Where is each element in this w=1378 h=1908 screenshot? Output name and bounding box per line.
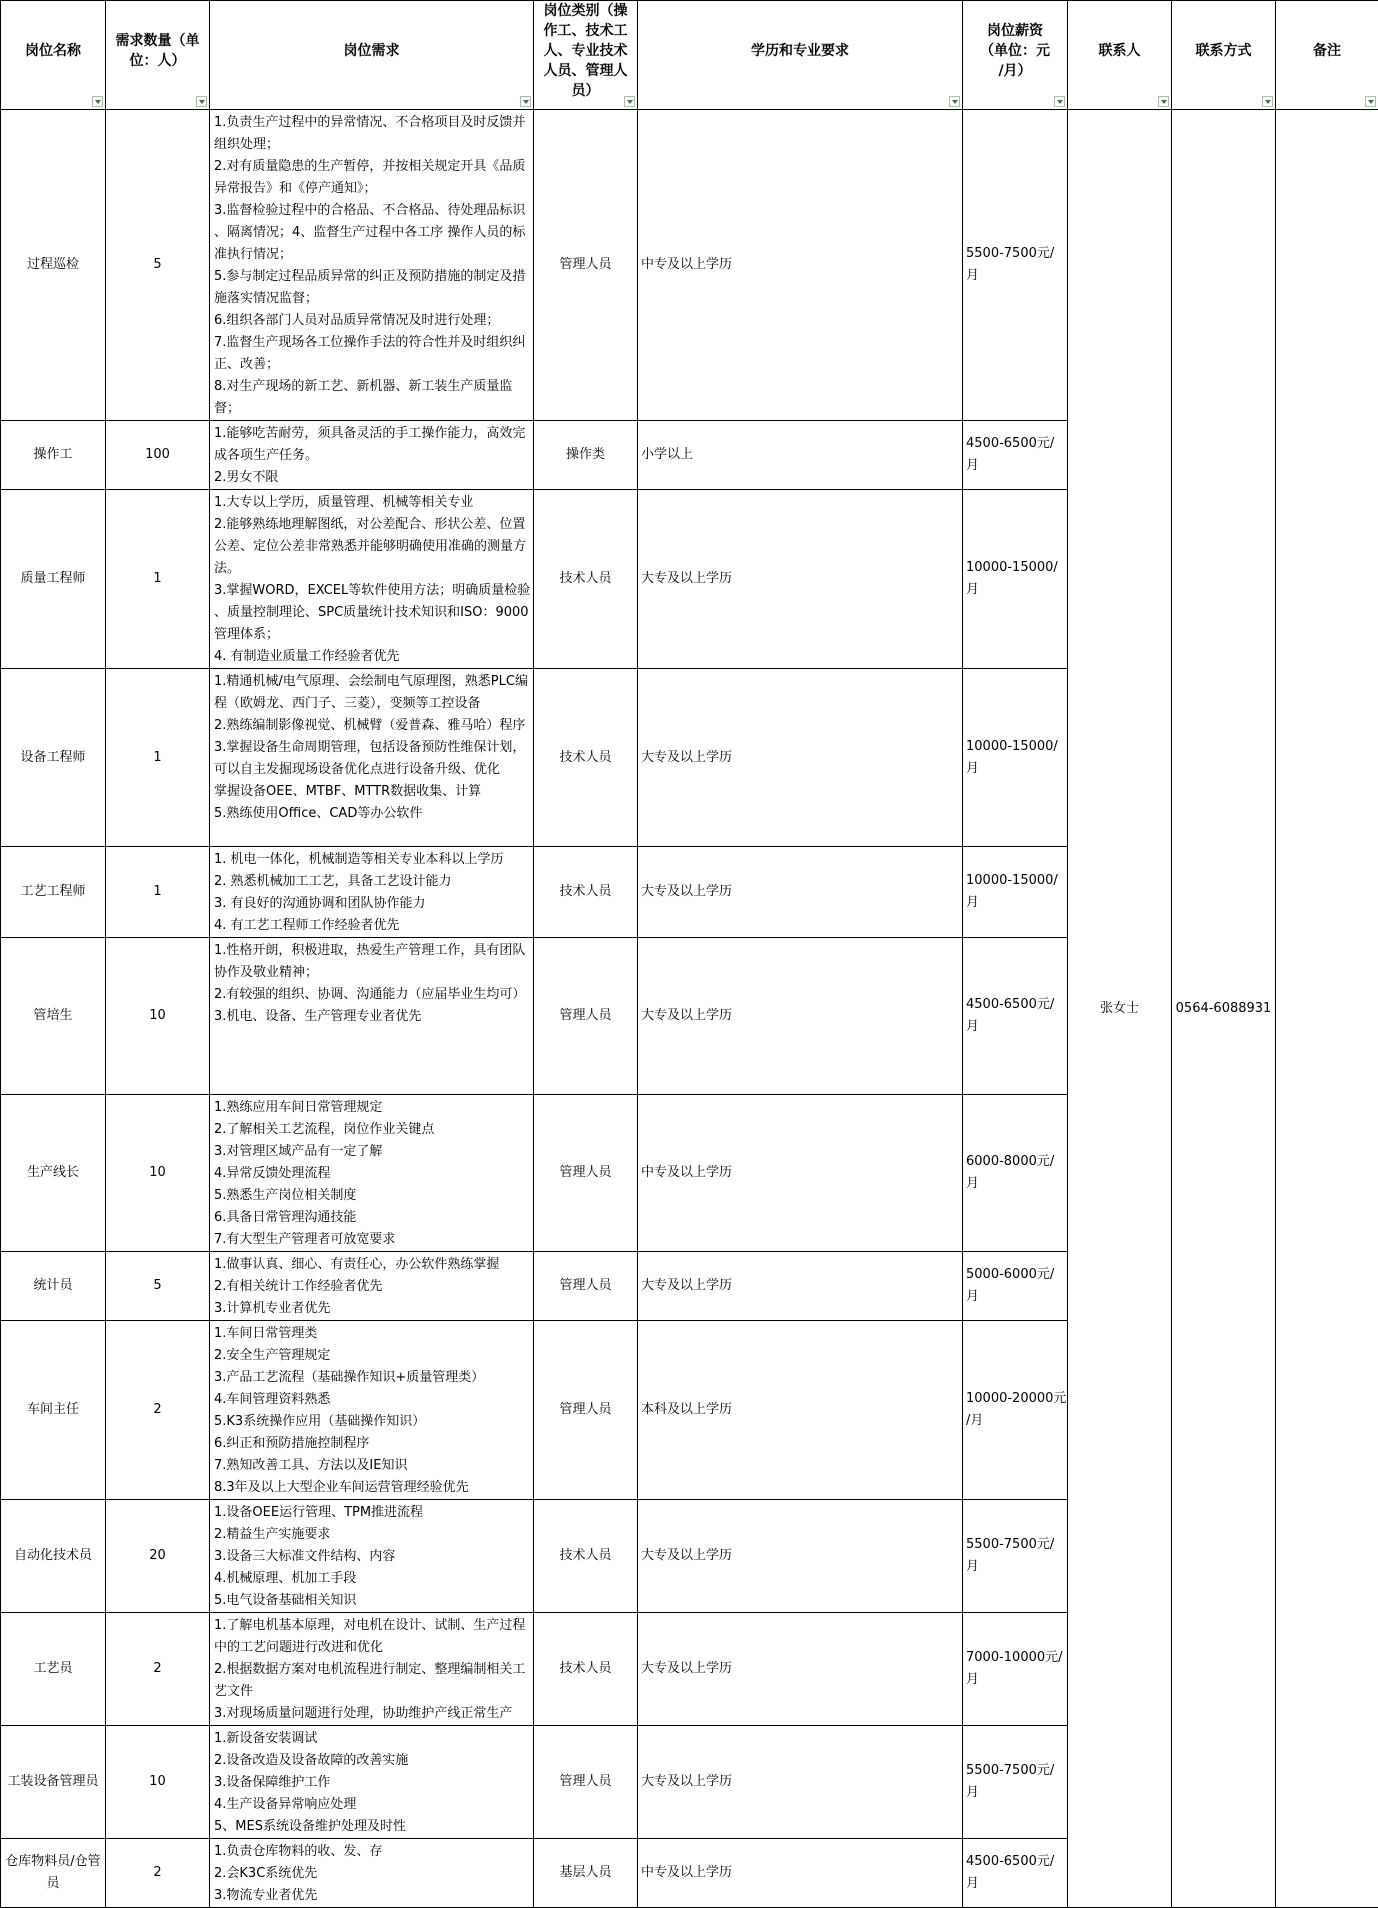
header-education: 学历和专业要求: [638, 1, 963, 110]
requirement-line: 4. 有制造业质量工作经验者优先: [214, 646, 529, 668]
requirement-line: 1.了解电机基本原理，对电机在设计、试制、生产过程: [214, 1615, 529, 1637]
requirements-cell: [210, 1726, 534, 1839]
requirement-line: 2.根据数据方案对电机流程进行制定、整理编制相关工: [214, 1659, 529, 1681]
requirement-line: 2. 熟悉机械加工工艺，具备工艺设计能力: [214, 871, 529, 893]
headcount: 2: [153, 1661, 161, 1676]
job-type: 管理人员: [559, 1774, 611, 1789]
requirement-line: 8.3年及以上大型企业车间运营管理经验优先: [214, 1477, 529, 1499]
job-type: 操作类: [566, 447, 605, 462]
salary-cell: [963, 1839, 1068, 1908]
headcount-cell: [106, 1321, 210, 1500]
job-name: 工艺员: [33, 1661, 72, 1676]
filter-dropdown-icon[interactable]: [624, 96, 635, 107]
header-salary: [963, 1, 1068, 110]
requirement-line: 4.异常反馈处理流程: [214, 1163, 529, 1185]
filter-dropdown-icon[interactable]: [1158, 96, 1169, 107]
requirement-line: 2.安全生产管理规定: [214, 1345, 529, 1367]
requirements-cell: [210, 1500, 534, 1613]
education: 小学以上: [641, 447, 693, 462]
job-name: 设备工程师: [20, 750, 85, 765]
requirement-line: 协作及敬业精神；: [214, 962, 529, 984]
requirement-line: 1.性格开朗，积极进取，热爱生产管理工作，具有团队: [214, 940, 529, 962]
education: 大专及以上学历: [641, 1661, 732, 1676]
job-type-cell: [534, 669, 638, 847]
salary-line: 7000-10000元/: [966, 1647, 1067, 1669]
headcount: 1: [153, 884, 161, 899]
salary-line: 5000-6000元/: [966, 1264, 1067, 1286]
education: 大专及以上学历: [641, 1774, 732, 1789]
header-line: 人员、管理人: [544, 63, 628, 79]
job-name-cell: [1, 938, 106, 1095]
salary-line: 4500-6500元/: [966, 433, 1067, 455]
filter-dropdown-icon[interactable]: [92, 96, 103, 107]
filter-dropdown-icon[interactable]: [1262, 96, 1273, 107]
requirement-line: 3.机电、设备、生产管理专业者优先: [214, 1006, 529, 1028]
salary-cell: [963, 490, 1068, 669]
job-name: 工装设备管理员: [7, 1774, 98, 1789]
requirement-line: 1.能够吃苦耐劳，须具备灵活的手工操作能力，高效完: [214, 423, 529, 445]
requirement-line: 2.精益生产实施要求: [214, 1524, 529, 1546]
education-cell: [638, 1252, 963, 1321]
header-note: 备注: [1276, 1, 1378, 110]
job-type-cell: [534, 1726, 638, 1839]
job-name-cell: [1, 421, 106, 490]
requirement-line: 2.设备改造及设备故障的改善实施: [214, 1750, 529, 1772]
contact-phone: 0564-6088931: [1176, 1001, 1272, 1016]
requirement-line: 3.计算机专业者优先: [214, 1298, 529, 1320]
requirement-line: 2.能够熟练地理解图纸，对公差配合、形状公差、位置: [214, 514, 529, 536]
requirement-line: 法。: [214, 558, 529, 580]
education-cell: [638, 938, 963, 1095]
job-type-cell: [534, 847, 638, 938]
job-type: 管理人员: [559, 1165, 611, 1180]
requirement-line: 2.熟练编制影像视觉、机械臂（爱普森、雅马哈）程序: [214, 715, 529, 737]
requirements-cell: [210, 1095, 534, 1252]
requirements-cell: [210, 938, 534, 1095]
education-cell: [638, 490, 963, 669]
job-type: 管理人员: [559, 1278, 611, 1293]
job-type-cell: [534, 110, 638, 421]
job-type: 技术人员: [559, 884, 611, 899]
salary-line: 6000-8000元/: [966, 1151, 1067, 1173]
salary-line: 10000-15000/: [966, 557, 1067, 579]
table-row: [1, 110, 1378, 421]
education: 大专及以上学历: [641, 750, 732, 765]
requirement-line: 3.设备保障维护工作: [214, 1772, 529, 1794]
education-cell: [638, 1839, 963, 1908]
headcount: 10: [149, 1774, 166, 1789]
job-type-cell: [534, 1252, 638, 1321]
requirement-line: 3.对管理区域产品有一定了解: [214, 1141, 529, 1163]
requirement-line: 公差、定位公差非常熟悉并能够明确使用准确的测量方: [214, 536, 529, 558]
requirement-line: 4.车间管理资料熟悉: [214, 1389, 529, 1411]
salary-line: 月: [966, 455, 1067, 477]
requirements-cell: [210, 110, 534, 421]
job-name-cell: [1, 1321, 106, 1500]
job-name-cell: [1, 1726, 106, 1839]
headcount-cell: [106, 1095, 210, 1252]
headcount: 5: [153, 1278, 161, 1293]
requirement-line: 成各项生产任务。: [214, 445, 529, 467]
requirement-line: 7.有大型生产管理者可放宽要求: [214, 1229, 529, 1251]
filter-dropdown-icon[interactable]: [1365, 96, 1376, 107]
requirement-line: 6.具备日常管理沟通技能: [214, 1207, 529, 1229]
header-requirements: 岗位需求: [210, 1, 534, 110]
requirement-line: 5.K3系统操作应用（基础操作知识）: [214, 1411, 529, 1433]
education-cell: [638, 847, 963, 938]
education: 大专及以上学历: [641, 1278, 732, 1293]
job-type: 管理人员: [559, 1402, 611, 1417]
headcount: 1: [153, 750, 161, 765]
salary-cell: [963, 1095, 1068, 1252]
header-line: 人、专业技术: [544, 43, 628, 59]
header-contact: 联系人: [1068, 1, 1172, 110]
requirement-line: 艺文件: [214, 1681, 529, 1703]
header-name: 岗位名称: [1, 1, 106, 110]
education: 大专及以上学历: [641, 1008, 732, 1023]
job-name: 生产线长: [27, 1165, 79, 1180]
headcount: 2: [153, 1402, 161, 1417]
job-name: 管培生: [33, 1008, 72, 1023]
job-name: 员: [46, 1876, 59, 1891]
headcount-cell: [106, 1613, 210, 1726]
header-line: /月）: [998, 63, 1031, 79]
requirement-line: 1.新设备安装调试: [214, 1728, 529, 1750]
filter-dropdown-icon[interactable]: [520, 96, 531, 107]
requirement-line: 程（欧姆龙、西门子、三菱），变频等工控设备: [214, 693, 529, 715]
job-name-cell: [1, 1500, 106, 1613]
requirements-cell: [210, 1613, 534, 1726]
job-type-cell: [534, 1839, 638, 1908]
salary-line: 月: [966, 758, 1067, 780]
salary-line: 月: [966, 265, 1067, 287]
requirements-cell: [210, 490, 534, 669]
requirement-line: 1.做事认真、细心、有责任心，办公软件熟练掌握: [214, 1254, 529, 1276]
requirement-line: 5、MES系统设备维护处理及时性: [214, 1816, 529, 1838]
salary-cell: [963, 1613, 1068, 1726]
header-line: （单位：元: [980, 43, 1050, 59]
headcount-cell: [106, 1726, 210, 1839]
filter-dropdown-icon[interactable]: [1054, 96, 1065, 107]
job-name-cell: [1, 1252, 106, 1321]
requirement-line: 5.电气设备基础相关知识: [214, 1590, 529, 1612]
requirement-line: 3. 有良好的沟通协调和团队协作能力: [214, 893, 529, 915]
filter-dropdown-icon[interactable]: [949, 96, 960, 107]
education-cell: [638, 1095, 963, 1252]
job-name-cell: [1, 1613, 106, 1726]
job-name-cell: [1, 110, 106, 421]
requirement-line: 督；: [214, 398, 529, 420]
salary-line: 月: [966, 1173, 1067, 1195]
education: 中专及以上学历: [641, 257, 732, 272]
headcount-cell: [106, 1252, 210, 1321]
requirement-line: 1.精通机械/电气原理、会绘制电气原理图，熟悉PLC编: [214, 671, 529, 693]
header-line: 需求数量（单: [116, 33, 200, 49]
salary-line: 月: [966, 1782, 1067, 1804]
salary-line: 月: [966, 1556, 1067, 1578]
requirement-line: 可以自主发掘现场设备优化点进行设备升级、优化: [214, 759, 529, 781]
education: 大专及以上学历: [641, 1548, 732, 1563]
requirement-line: 管理体系；: [214, 624, 529, 646]
requirement-line: 5.熟悉生产岗位相关制度: [214, 1185, 529, 1207]
requirement-line: 1.大专以上学历，质量管理、机械等相关专业: [214, 492, 529, 514]
requirement-line: 1.熟练应用车间日常管理规定: [214, 1097, 529, 1119]
salary-cell: [963, 938, 1068, 1095]
requirement-line: 正、改善；: [214, 354, 529, 376]
salary-line: 月: [966, 1016, 1067, 1038]
headcount-cell: [106, 110, 210, 421]
job-name-cell: [1, 847, 106, 938]
salary-cell: [963, 1321, 1068, 1500]
education-cell: [638, 1613, 963, 1726]
requirement-line: 7.监督生产现场各工位操作手法的符合性并及时组织纠: [214, 332, 529, 354]
requirements-cell: [210, 1839, 534, 1908]
job-type: 管理人员: [559, 257, 611, 272]
requirement-line: 2.男女不限: [214, 467, 529, 489]
salary-cell: [963, 421, 1068, 490]
headcount: 2: [153, 1865, 161, 1880]
requirement-line: 5.参与制定过程品质异常的纠正及预防措施的制定及措: [214, 266, 529, 288]
job-name: 仓库物料员/仓管: [5, 1854, 100, 1869]
requirement-line: 施落实情况监督；: [214, 288, 529, 310]
salary-line: 5500-7500元/: [966, 1760, 1067, 1782]
header-line: 员）: [572, 83, 600, 99]
headcount: 100: [145, 447, 170, 462]
headcount-cell: [106, 421, 210, 490]
education-cell: [638, 669, 963, 847]
salary-cell: [963, 1252, 1068, 1321]
header-line: 位：人）: [130, 53, 186, 69]
salary-line: 10000-15000/: [966, 870, 1067, 892]
job-type-cell: [534, 1500, 638, 1613]
job-name: 车间主任: [27, 1402, 79, 1417]
requirement-line: 2.会K3C系统优先: [214, 1863, 529, 1885]
requirement-line: 、隔离情况；4、监督生产过程中各工序 操作人员的标: [214, 222, 529, 244]
job-type: 技术人员: [559, 1548, 611, 1563]
requirement-line: 1.设备OEE运行管理、TPM推进流程: [214, 1502, 529, 1524]
requirement-line: 2.了解相关工艺流程，岗位作业关键点: [214, 1119, 529, 1141]
salary-line: 4500-6500元/: [966, 994, 1067, 1016]
requirement-line: 4. 有工艺工程师工作经验者优先: [214, 915, 529, 937]
job-name-cell: [1, 490, 106, 669]
job-name: 自动化技术员: [14, 1548, 92, 1563]
job-type-cell: [534, 1613, 638, 1726]
salary-line: 月: [966, 1873, 1067, 1895]
education: 中专及以上学历: [641, 1865, 732, 1880]
requirements-cell: [210, 669, 534, 847]
salary-line: 月: [966, 892, 1067, 914]
headcount-cell: [106, 847, 210, 938]
filter-dropdown-icon[interactable]: [196, 96, 207, 107]
contact-person-cell: [1068, 110, 1172, 1908]
requirements-cell: [210, 1321, 534, 1500]
headcount: 10: [149, 1008, 166, 1023]
salary-line: 4500-6500元/: [966, 1851, 1067, 1873]
requirement-line: 3.掌握设备生命周期管理，包括设备预防性维保计划，: [214, 737, 529, 759]
job-type-cell: [534, 490, 638, 669]
job-name-cell: [1, 1839, 106, 1908]
job-name: 统计员: [33, 1278, 72, 1293]
job-name-cell: [1, 669, 106, 847]
headcount-cell: [106, 669, 210, 847]
education-cell: [638, 1500, 963, 1613]
job-type-cell: [534, 938, 638, 1095]
requirement-line: 1.车间日常管理类: [214, 1323, 529, 1345]
education-cell: [638, 1726, 963, 1839]
requirement-line: 2.有相关统计工作经验者优先: [214, 1276, 529, 1298]
requirement-line: 7.熟知改善工具、方法以及IE知识: [214, 1455, 529, 1477]
requirement-line: 3.对现场质量问题进行处理，协助维护产线正常生产: [214, 1703, 529, 1725]
header-line: 岗位类别（操: [544, 3, 628, 19]
headcount-cell: [106, 938, 210, 1095]
header-line: 岗位薪资: [987, 23, 1043, 39]
headcount-cell: [106, 1839, 210, 1908]
education-cell: [638, 110, 963, 421]
education-cell: [638, 1321, 963, 1500]
requirement-line: 6.纠正和预防措施控制程序: [214, 1433, 529, 1455]
requirement-line: 中的工艺问题进行改进和优化: [214, 1637, 529, 1659]
requirement-line: 掌握设备OEE、MTBF、MTTR数据收集、计算: [214, 781, 529, 803]
salary-line: 月: [966, 1669, 1067, 1691]
requirements-cell: [210, 421, 534, 490]
headcount: 5: [153, 257, 161, 272]
education: 本科及以上学历: [641, 1402, 732, 1417]
job-name: 质量工程师: [20, 571, 85, 586]
header-phone: 联系方式: [1172, 1, 1276, 110]
job-type: 技术人员: [559, 1661, 611, 1676]
requirement-line: 1.负责生产过程中的异常情况、不合格项目及时反馈并: [214, 112, 529, 134]
job-type-cell: [534, 1321, 638, 1500]
salary-cell: [963, 669, 1068, 847]
education-cell: [638, 421, 963, 490]
requirement-line: 异常报告》和《停产通知》；: [214, 178, 529, 200]
requirement-line: 1. 机电一体化，机械制造等相关专业本科以上学历: [214, 849, 529, 871]
requirements-cell: [210, 1252, 534, 1321]
header-count: [106, 1, 210, 110]
requirement-line: 6.组织各部门人员对品质异常情况及时进行处理；: [214, 310, 529, 332]
contact-person: 张女士: [1100, 1001, 1139, 1016]
requirement-line: 3.掌握WORD，EXCEL等软件使用方法；明确质量检验: [214, 580, 529, 602]
job-name: 操作工: [33, 447, 72, 462]
salary-line: 10000-15000/: [966, 736, 1067, 758]
requirements-cell: [210, 847, 534, 938]
requirement-line: 1.负责仓库物料的收、发、存: [214, 1841, 529, 1863]
note-cell: [1276, 110, 1378, 1908]
contact-phone-cell: [1172, 110, 1276, 1908]
salary-cell: [963, 1726, 1068, 1839]
salary-line: 5500-7500元/: [966, 243, 1067, 265]
job-type: 技术人员: [559, 571, 611, 586]
headcount: 10: [149, 1165, 166, 1180]
headcount-cell: [106, 490, 210, 669]
requirement-line: 3.设备三大标准文件结构、内容: [214, 1546, 529, 1568]
requirement-line: 组织处理；: [214, 134, 529, 156]
header-line: 作工、技术工: [544, 23, 628, 39]
education: 大专及以上学历: [641, 571, 732, 586]
job-type: 技术人员: [559, 750, 611, 765]
job-type-cell: [534, 1095, 638, 1252]
requirement-line: 5.熟练使用Office、CAD等办公软件: [214, 803, 529, 825]
job-type: 基层人员: [559, 1865, 611, 1880]
job-name-cell: [1, 1095, 106, 1252]
requirement-line: 4.生产设备异常响应处理: [214, 1794, 529, 1816]
requirement-line: 2.对有质量隐患的生产暂停，并按相关规定开具《品质: [214, 156, 529, 178]
education: 中专及以上学历: [641, 1165, 732, 1180]
salary-cell: [963, 1500, 1068, 1613]
job-type: 管理人员: [559, 1008, 611, 1023]
header-type: [534, 1, 638, 110]
salary-line: 5500-7500元/: [966, 1534, 1067, 1556]
headcount: 1: [153, 571, 161, 586]
job-name: 工艺工程师: [20, 884, 85, 899]
salary-line: 月: [966, 1286, 1067, 1308]
job-name: 过程巡检: [27, 257, 79, 272]
salary-line: 月: [966, 579, 1067, 601]
requirement-line: 4.机械原理、机加工手段: [214, 1568, 529, 1590]
requirement-line: 、质量控制理论、SPC质量统计技术知识和ISO：9000: [214, 602, 529, 624]
headcount: 20: [149, 1548, 166, 1563]
salary-cell: [963, 110, 1068, 421]
salary-cell: [963, 847, 1068, 938]
headcount-cell: [106, 1500, 210, 1613]
job-type-cell: [534, 421, 638, 490]
header-row: [1, 1, 1378, 110]
requirement-line: 准执行情况；: [214, 244, 529, 266]
salary-line: /月: [966, 1410, 1067, 1432]
requirement-line: 3.监督检验过程中的合格品、不合格品、待处理品标识: [214, 200, 529, 222]
requirement-line: 3.产品工艺流程（基础操作知识+质量管理类）: [214, 1367, 529, 1389]
requirement-line: 8.对生产现场的新工艺、新机器、新工装生产质量监: [214, 376, 529, 398]
requirement-line: 3.物流专业者优先: [214, 1885, 529, 1907]
requirement-line: 2.有较强的组织、协调、沟通能力（应届毕业生均可）: [214, 984, 529, 1006]
education: 大专及以上学历: [641, 884, 732, 899]
salary-line: 10000-20000元: [966, 1388, 1067, 1410]
